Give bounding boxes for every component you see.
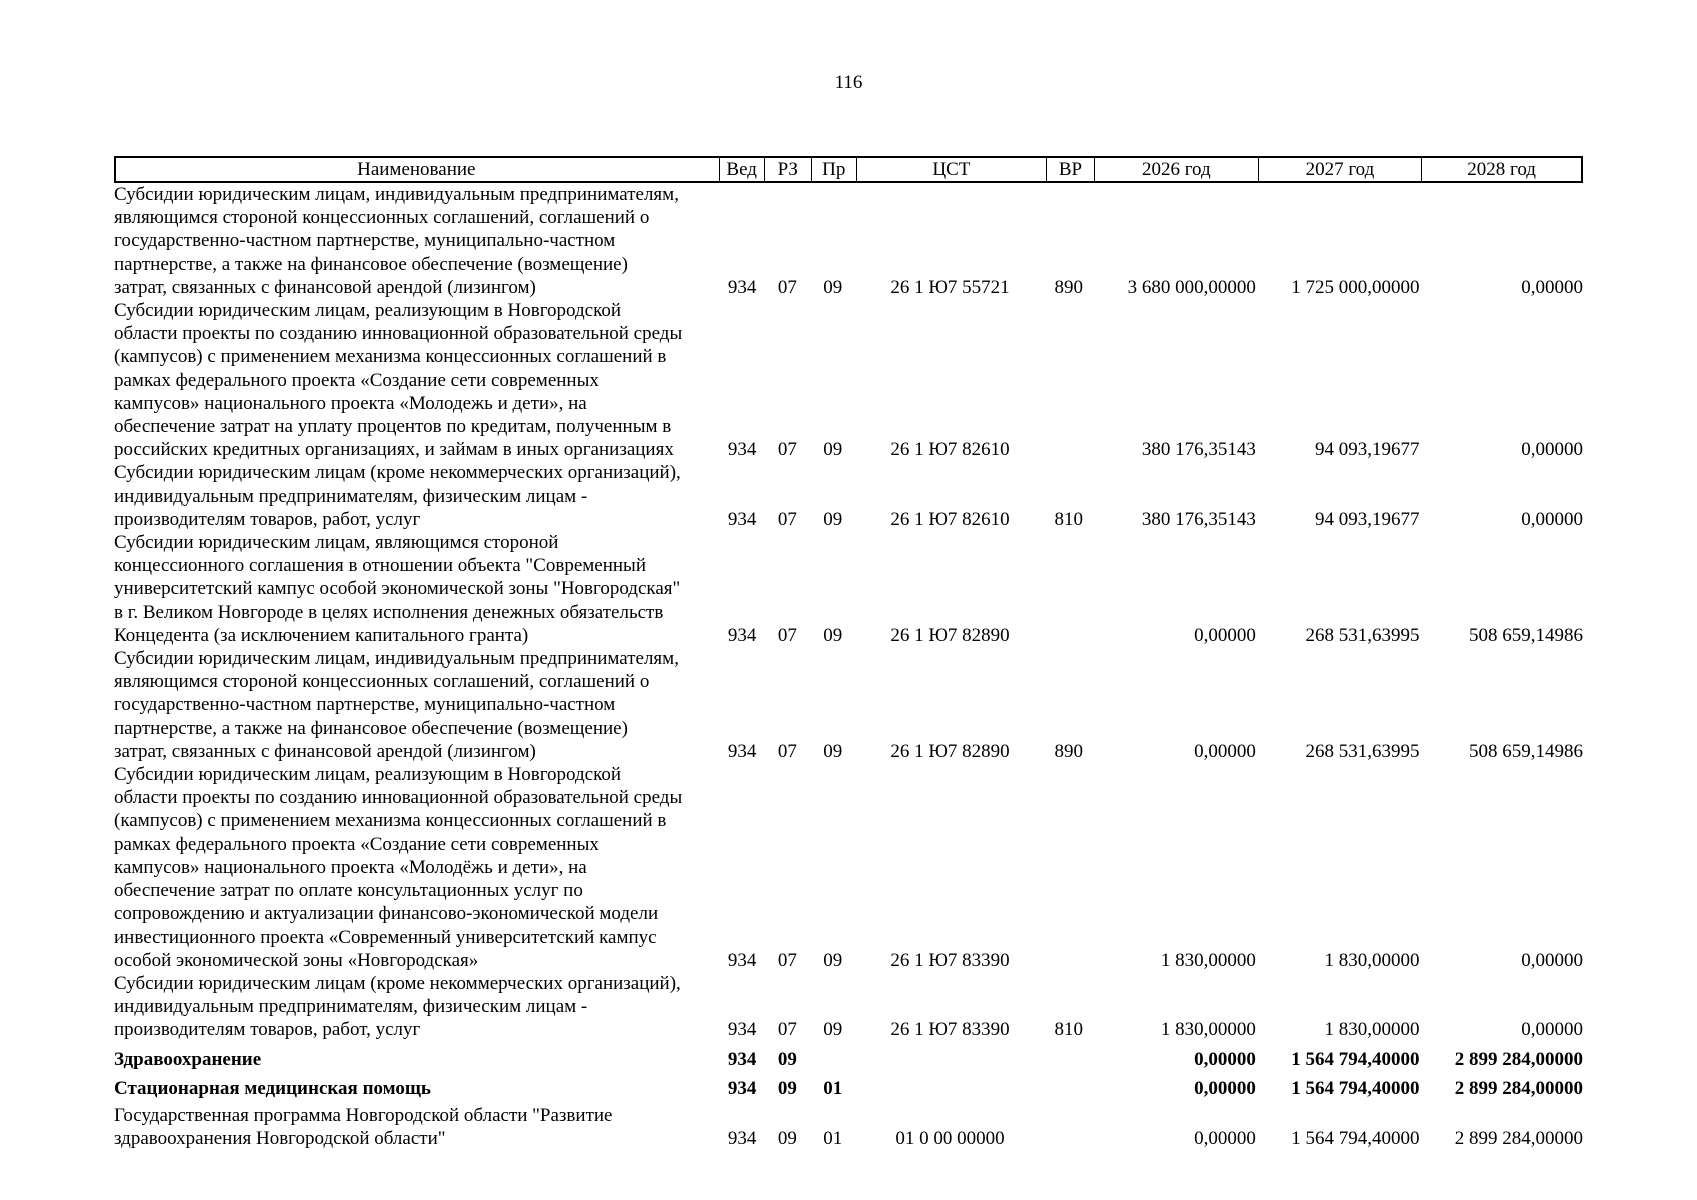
header-rz: РЗ — [764, 158, 811, 181]
cell-ved: 934 — [727, 1048, 757, 1070]
cell-rz: 09 — [777, 1048, 797, 1070]
cell-rz: 07 — [777, 508, 797, 530]
cell-ved: 934 — [727, 276, 757, 298]
cell-name: Субсидии юридическим лицам (кроме некоммерческих организаций), индивидуальным предпринимателям, физическим лицам - производителям товаров, работ, услуг — [114, 462, 681, 530]
cell-cst: 26 1 Ю7 82890 — [890, 624, 1010, 646]
cell-2027: 1 564 794,40000 — [1291, 1128, 1420, 1150]
table-row — [114, 763, 1583, 972]
header-2028: 2028 год — [1421, 158, 1581, 181]
cell-2027: 1 564 794,40000 — [1291, 1048, 1420, 1070]
cell-2026: 380 176,35143 — [1141, 439, 1256, 461]
header-2026: 2026 год — [1094, 158, 1258, 181]
cell-ved: 934 — [727, 508, 757, 530]
cell-2028: 0,00000 — [1521, 1019, 1583, 1041]
table-row — [114, 461, 1583, 531]
cell-2028: 0,00000 — [1521, 949, 1583, 971]
cell-vr: 890 — [1054, 740, 1083, 762]
cell-2027: 1 830,00000 — [1324, 1019, 1420, 1041]
cell-ved: 934 — [727, 1019, 757, 1041]
header-pr: Пр — [811, 158, 856, 181]
cell-rz: 07 — [777, 624, 797, 646]
cell-name: Стационарная медицинская помощь — [114, 1077, 431, 1099]
header-ved: Вед — [719, 158, 764, 181]
section-row-healthcare — [114, 1048, 1583, 1071]
header-name: Наименование — [357, 159, 476, 180]
cell-rz: 07 — [777, 439, 797, 461]
table-row — [114, 1104, 1583, 1150]
cell-rz: 07 — [777, 276, 797, 298]
page-number: 116 — [834, 72, 863, 93]
cell-ved: 934 — [727, 740, 757, 762]
cell-pr: 09 — [823, 740, 843, 762]
cell-pr: 01 — [823, 1128, 843, 1150]
cell-vr: 890 — [1054, 276, 1083, 298]
cell-2026: 0,00000 — [1194, 1128, 1256, 1150]
cell-pr: 09 — [823, 949, 843, 971]
cell-cst: 26 1 Ю7 82890 — [890, 740, 1010, 762]
cell-cst: 26 1 Ю7 83390 — [890, 1019, 1010, 1041]
cell-2028: 0,00000 — [1521, 439, 1583, 461]
cell-rz: 07 — [777, 1019, 797, 1041]
cell-pr: 09 — [823, 1019, 843, 1041]
cell-2026: 0,00000 — [1194, 1077, 1256, 1099]
cell-cst: 01 0 00 00000 — [895, 1128, 1005, 1150]
header-cst: ЦСТ — [856, 158, 1046, 181]
cell-name: Субсидии юридическим лицам, реализующим в Новгородской области проекты по созданию инновационной образовательной среды (кампусов) с применением механизма концессионных соглашений в рамках федерального проекта «Создание сети современных кампусов» национального проекта «Молодёжь и дети», на обеспечение затрат по оплате консультационных услуг по сопровождению и актуализации финансово-экономической модели инвестиционного проекта «Современный университетский кампус особой экономической зоны «Новгородская» — [114, 764, 683, 971]
cell-2028: 0,00000 — [1521, 276, 1583, 298]
cell-name: Субсидии юридическим лицам, индивидуальным предпринимателям, являющимся стороной концессионных соглашений, соглашений о государственно-частном партнерстве, муниципально-частном партнерстве, а также на финансовое обеспечение (возмещение) затрат, связанных с финансовой арендой (лизингом) — [114, 648, 679, 762]
cell-name: Субсидии юридическим лицам, индивидуальным предпринимателям, являющимся стороной концессионных соглашений, соглашений о государственно-частном партнерстве, муниципально-частном партнерстве, а также на финансовое обеспечение (возмещение) затрат, связанных с финансовой арендой (лизингом) — [114, 184, 679, 298]
cell-2026: 0,00000 — [1194, 1048, 1256, 1070]
table-row — [114, 531, 1583, 647]
cell-ved: 934 — [727, 624, 757, 646]
cell-2028: 508 659,14986 — [1468, 624, 1583, 646]
cell-2028: 508 659,14986 — [1468, 740, 1583, 762]
cell-pr: 09 — [823, 439, 843, 461]
table-row — [114, 299, 1583, 461]
cell-ved: 934 — [727, 1128, 757, 1150]
cell-pr: 09 — [823, 508, 843, 530]
cell-rz: 09 — [777, 1128, 797, 1150]
cell-2026: 1 830,00000 — [1160, 949, 1256, 971]
cell-pr: 09 — [823, 276, 843, 298]
cell-2026: 0,00000 — [1194, 740, 1256, 762]
cell-cst: 26 1 Ю7 55721 — [890, 276, 1010, 298]
table-row — [114, 972, 1583, 1042]
cell-rz: 07 — [777, 949, 797, 971]
cell-vr: 810 — [1054, 1019, 1083, 1041]
cell-2026: 0,00000 — [1194, 624, 1256, 646]
header-2027: 2027 год — [1258, 158, 1422, 181]
cell-name: Субсидии юридическим лицам, являющимся стороной концессионного соглашения в отношении объекта "Современный университетский кампус особой экономической зоны "Новгородская" в г. Великом Новгороде в целях исполнения денежных обязательств Концедента (за исключением капитального гранта) — [114, 532, 681, 646]
cell-2026: 1 830,00000 — [1160, 1019, 1256, 1041]
table-row — [114, 183, 1583, 299]
cell-name: Государственная программа Новгородской области "Развитие здравоохранения Новгородской области" — [114, 1104, 613, 1150]
budget-table — [114, 156, 1583, 1150]
table-header — [114, 156, 1583, 183]
cell-2028: 2 899 284,00000 — [1454, 1048, 1583, 1070]
cell-2027: 1 564 794,40000 — [1291, 1077, 1420, 1099]
cell-2027: 268 531,63995 — [1305, 624, 1420, 646]
header-vr: ВР — [1046, 158, 1094, 181]
cell-2026: 380 176,35143 — [1141, 508, 1256, 530]
cell-rz: 07 — [777, 740, 797, 762]
cell-ved: 934 — [727, 439, 757, 461]
cell-2027: 268 531,63995 — [1305, 740, 1420, 762]
cell-vr: 810 — [1054, 508, 1083, 530]
cell-cst: 26 1 Ю7 82610 — [890, 439, 1010, 461]
cell-2027: 1 725 000,00000 — [1291, 276, 1420, 298]
cell-pr: 09 — [823, 624, 843, 646]
cell-2027: 94 093,19677 — [1314, 508, 1420, 530]
cell-name: Здравоохранение — [114, 1048, 262, 1070]
cell-2026: 3 680 000,00000 — [1127, 276, 1256, 298]
cell-cst: 26 1 Ю7 83390 — [890, 949, 1010, 971]
cell-2028: 2 899 284,00000 — [1454, 1077, 1583, 1099]
cell-2027: 94 093,19677 — [1314, 439, 1420, 461]
cell-ved: 934 — [727, 1077, 757, 1099]
cell-pr: 01 — [823, 1077, 843, 1099]
cell-rz: 09 — [777, 1077, 797, 1099]
cell-2028: 0,00000 — [1521, 508, 1583, 530]
cell-2027: 1 830,00000 — [1324, 949, 1420, 971]
table-row — [114, 647, 1583, 763]
cell-cst: 26 1 Ю7 82610 — [890, 508, 1010, 530]
cell-name: Субсидии юридическим лицам, реализующим в Новгородской области проекты по созданию инновационной образовательной среды (кампусов) с применением механизма концессионных соглашений в рамках федерального проекта «Создание сети современных кампусов» национального проекта «Молодежь и дети», на обеспечение затрат на уплату процентов по кредитам, полученным в российских кредитных организациях, и займам в иных организациях — [114, 300, 683, 461]
cell-name: Субсидии юридическим лицам (кроме некоммерческих организаций), индивидуальным предпринимателям, физическим лицам - производителям товаров, работ, услуг — [114, 972, 681, 1041]
cell-2028: 2 899 284,00000 — [1454, 1128, 1583, 1150]
section-row-inpatient-care — [114, 1077, 1583, 1100]
cell-ved: 934 — [727, 949, 757, 971]
